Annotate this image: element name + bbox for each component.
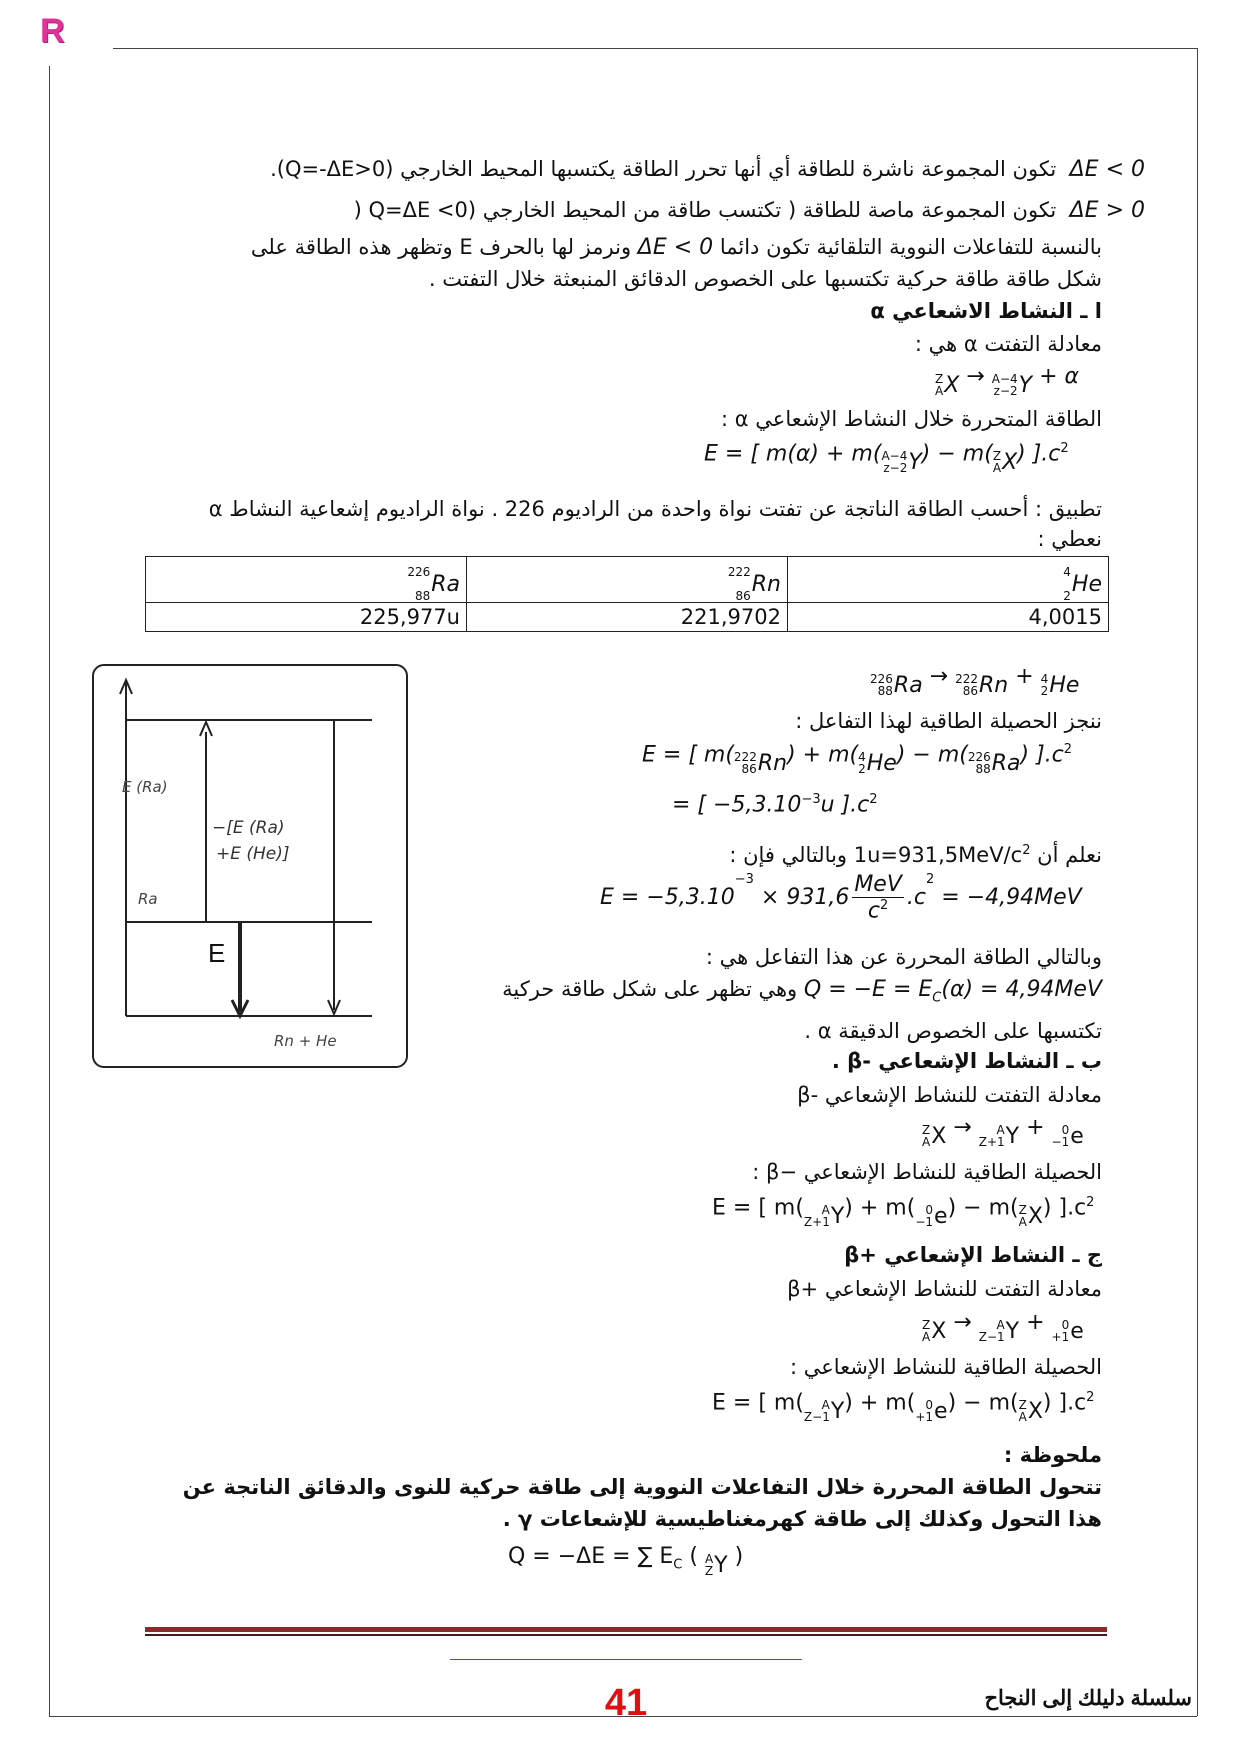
note-formula: Q = −ΔE = ∑ $E_C$ ( A Z Y ) — [508, 1544, 744, 1578]
footer-rule — [145, 1627, 1107, 1632]
table-header-he: 4 2 He — [788, 557, 1109, 603]
q-text: وهي تظهر على شكل طاقة حركية — [502, 977, 798, 1001]
know-text-b: وبالتالي فإن : — [729, 843, 848, 867]
note-heading: ملحوظة : — [1003, 1443, 1102, 1467]
left-border — [49, 66, 50, 1716]
table-row-headers — [146, 557, 1109, 603]
balance-label: ننجز الحصيلة الطاقية لهذا التفاعل : — [795, 709, 1102, 733]
beta-minus-energy-equation: E = [ m( A Z+1 Y) + m( 0 −1 e) − m( Z A X) ]$.c^2$ — [712, 1195, 1095, 1230]
unit-conversion: $1u=931,5MeV/c^2$ — [853, 843, 1031, 867]
intro-text-1: تكون المجموعة ناشرة للطاقة أي أنها تحرر الطاقة يكتسبها المحيط الخارجي (Q=-ΔE>0). — [270, 157, 1057, 181]
intro-line-3 — [102, 232, 1102, 263]
mass-table — [145, 556, 1109, 632]
energy-diagram — [92, 664, 408, 1068]
series-title: سلسلة دليلك إلى النجاح — [984, 1687, 1192, 1710]
balance-equation: E = [ m( 222 86 Rn) + m( 4 2 He) − m( 226 88 Ra) ]$.c^2$ — [642, 742, 1073, 777]
diagram-label-e: E — [208, 938, 226, 968]
footer-link-line — [450, 1659, 802, 1660]
beta-plus-heading: ج ـ النشاط الإشعاعي +β — [844, 1243, 1102, 1267]
released-label: وبالتالي الطاقة المحررة عن هذا التفاعل هي : — [705, 945, 1102, 969]
result-exponent: −3 — [801, 792, 821, 807]
table-cell-he: 4,0015 — [788, 603, 1109, 632]
know-text-a: نعلم أن — [1037, 843, 1102, 867]
intro-line-1 — [145, 154, 1145, 185]
alpha-heading: ا ـ النشاط الاشعاعي α — [870, 299, 1102, 323]
table-row-values — [146, 603, 1109, 632]
balance-result: = [ $-5,3.10^{-3}u$ ]$.c^2$ — [672, 792, 878, 818]
beta-minus-decay-equation: Z A X → A Z+1 Y + 0 −1 e — [922, 1115, 1084, 1149]
intro-text-3a: بالنسبة للتفاعلات النووية التلقائية تكون دائما — [719, 235, 1102, 259]
table-cell-rn: 221,9702 — [467, 603, 788, 632]
delta-e-condition: ΔE < 0 — [637, 235, 714, 260]
table-header-ra: 226 88 Ra — [146, 557, 467, 603]
alpha-decay-equation: Z A X → A−4 z−2 Y + α — [935, 364, 1080, 398]
know-line — [602, 836, 1102, 870]
beta-minus-eq-label: معادلة التفتت للنشاط الإشعاعي -β — [797, 1083, 1102, 1107]
top-border — [113, 48, 1197, 49]
beta-plus-energy-label: الحصيلة الطاقية للنشاط الإشعاعي : — [789, 1355, 1102, 1379]
delta-e-positive: ΔE > 0 — [1069, 198, 1145, 223]
intro-text-2: تكون المجموعة ماصة للطاقة ( تكتسب طاقة من المحيط الخارجي (Q=ΔE <0 ( — [353, 198, 1057, 222]
footer-rule-thin — [145, 1634, 1107, 1636]
alpha-energy-equation: E = [ m(α) + m( A−4 z−2 Y) − m( Z A X) ]$.c^2$ — [704, 441, 1069, 476]
intro-line-4: شكل طاقة طاقة حركية تكتسبها على الخصوص الدقائق المنبعثة خلال التفتت . — [428, 267, 1102, 291]
diagram-label-bracket-2: +E (He)] — [216, 844, 290, 864]
table-header-rn: 222 86 Rn — [467, 557, 788, 603]
page-number: 41 — [604, 1682, 648, 1724]
beta-minus-energy-label: الحصيلة الطاقية للنشاط الإشعاعي −β : — [752, 1160, 1102, 1184]
beta-plus-energy-equation: E = [ m( A Z−1 Y) + m( 0 +1 e) − m( Z A X) ]$.c^2$ — [712, 1390, 1095, 1425]
energy-diagram-svg — [94, 666, 406, 1066]
beta-plus-decay-equation: Z A X → A Z−1 Y + 0 +1 e — [922, 1310, 1084, 1344]
application-line-1: تطبيق : أحسب الطاقة الناتجة عن تفتت نواة واحدة من الراديوم 226 . نواة الراديوم إشعاعية النشاط α — [208, 497, 1102, 521]
intro-line-2 — [145, 195, 1145, 226]
q-line — [302, 974, 1102, 1013]
beta-minus-heading: ب ـ النشاط الإشعاعي -β . — [831, 1049, 1102, 1073]
table-cell-ra: 225,977u — [146, 603, 467, 632]
right-border — [1197, 48, 1198, 1716]
diagram-label-products: Rn + He — [274, 1032, 337, 1050]
q-line-2: تكتسبها على الخصوص الدقيقة α . — [804, 1019, 1102, 1043]
beta-plus-eq-label: معادلة التفتت للنشاط الإشعاعي +β — [787, 1277, 1102, 1301]
intro-text-3b: ونرمز لها بالحرف E وتظهر هذه الطاقة على — [250, 235, 632, 259]
application-line-2: نعطي : — [1037, 527, 1102, 551]
result-value: −5,3.10 — [713, 792, 802, 818]
energy-calculation: E = −5,3.10 −3 × 931,6 MeV $c^2$ .c 2 = −4,94MeV — [600, 872, 1082, 924]
diagram-label-ra: Ra — [138, 890, 158, 908]
note-line-1: تتحول الطاقة المحررة خلال التفاعلات النووية إلى طاقة حركية للنوى والدقائق الناتجة عن — [182, 1475, 1102, 1499]
delta-e-negative: ΔE < 0 — [1069, 157, 1145, 182]
radium-decay-equation: 226 88 Ra → 222 86 Rn + 4 2 He — [870, 664, 1080, 698]
note-line-2: هذا التحول وكذلك إلى طاقة كهرمغناطيسية للإشعاعات γ . — [502, 1507, 1102, 1531]
diagram-label-ra-binding: E (Ra) — [122, 778, 168, 796]
logo: R — [40, 12, 66, 50]
alpha-energy-label: الطاقة المتحررة خلال النشاط الإشعاعي α : — [721, 407, 1102, 431]
alpha-eq-label: معادلة التفتت α هي : — [914, 332, 1102, 356]
diagram-label-bracket-1: −[E (Ra) — [212, 818, 285, 838]
q-formula: $Q = -E = E_C(\alpha) = 4,94MeV$ — [803, 977, 1102, 1006]
